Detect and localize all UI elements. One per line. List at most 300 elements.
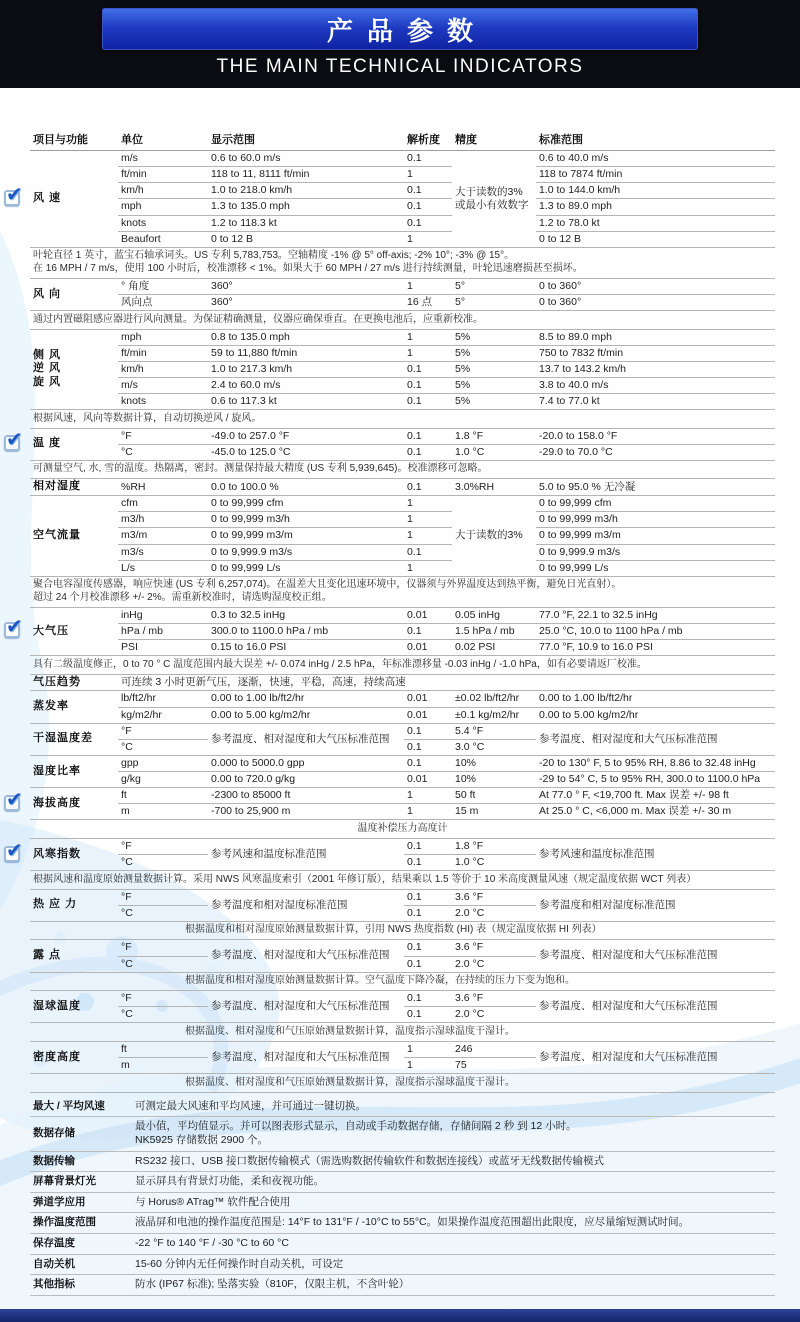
spec-cell: m3/m: [118, 528, 208, 544]
spec-cell: 3.0%RH: [452, 479, 536, 496]
spec-cell: 0.1: [404, 889, 452, 905]
spec-cell: °F: [118, 428, 208, 444]
spec-cell: ±0.02 lb/ft2/hr: [452, 691, 536, 707]
spec-cell: 0 to 9,999.9 m3/s: [536, 544, 775, 560]
spec-cell: 10%: [452, 772, 536, 788]
table-header-row: [30, 128, 775, 151]
row-label: 热 应 力: [30, 889, 118, 921]
spec-row: [30, 215, 775, 231]
spec-cell: 3.8 to 40.0 m/s: [536, 377, 775, 393]
feature-row: [30, 1117, 775, 1151]
spec-cell: 3.6 °F: [452, 889, 536, 905]
spec-cell: m: [118, 1058, 208, 1074]
feature-row: [30, 1254, 775, 1275]
spec-cell: °C: [118, 444, 208, 460]
note-text: 聚合电容湿度传感器，响应快速 (US 专利 6,257,074)。在温差大且变化迅速环境中，仪器须与外界温度达到热平衡，避免日光直射）。 超过 24 个月校准漂移 +/- 2%。需重新校准时，请选购湿度校正组。: [30, 576, 775, 607]
spec-row: [30, 479, 775, 496]
spec-cell: 可连续 3 小时更新气压，逐渐，快速，平稳，高速，持续高速: [118, 674, 775, 691]
spec-cell: 0.6 to 60.0 m/s: [208, 151, 404, 167]
spec-cell: 0.00 to 720.0 g/kg: [208, 772, 404, 788]
feature-label: 最大 / 平均风速: [30, 1097, 132, 1117]
spec-cell: 0.6 to 40.0 m/s: [536, 151, 775, 167]
spec-row: [30, 788, 775, 804]
check-icon: [4, 435, 20, 451]
feature-label: 操作温度范围: [30, 1213, 132, 1234]
spec-cell: 50 ft: [452, 788, 536, 804]
spec-cell: 2.0 °C: [452, 956, 536, 972]
spec-cell: Beaufort: [118, 231, 208, 247]
spec-cell: 75: [452, 1058, 536, 1074]
spec-row: [30, 804, 775, 820]
row-label: 风 向: [30, 278, 118, 310]
spec-row: [30, 640, 775, 656]
spec-cell: 0.1: [404, 991, 452, 1007]
spec-cell: 1.0 °C: [452, 444, 536, 460]
note-text: 根据温度、相对湿度和气压原始测量数据计算，湿度指示湿球温度干湿计。: [30, 1074, 775, 1093]
feature-value: 可测定最大风速和平均风速，并可通过一键切换。: [132, 1097, 775, 1117]
title-banner: [102, 8, 698, 50]
spec-row: [30, 528, 775, 544]
spec-cell: 1.2 to 118.3 kt: [208, 215, 404, 231]
row-label: 露 点: [30, 940, 118, 972]
spec-cell: mph: [118, 199, 208, 215]
spec-cell: 0.1: [404, 377, 452, 393]
feature-value: 显示屏具有背景灯功能，柔和夜视功能。: [132, 1172, 775, 1193]
spec-row: [30, 512, 775, 528]
feature-label: 弹道学应用: [30, 1192, 132, 1213]
column-header-unit: 单位: [118, 128, 208, 151]
feature-table: [30, 1097, 775, 1296]
spec-cell: 0.1: [404, 428, 452, 444]
spec-row: [30, 444, 775, 460]
feature-value: 液晶屏和电池的操作温度范围是: 14°F to 131°F / -10°C to 55°C。如果操作温度范围超出此限度，应尽量缩短测试时间。: [132, 1213, 775, 1234]
spec-cell: 1.8 °F: [452, 428, 536, 444]
spec-cell: PSI: [118, 640, 208, 656]
spec-cell: 0.1: [404, 1007, 452, 1023]
spec-row: [30, 772, 775, 788]
spec-cell: 5.4 °F: [452, 723, 536, 739]
spec-cell: °F: [118, 838, 208, 854]
spec-cell: inHg: [118, 607, 208, 623]
spec-cell: 0.1: [404, 623, 452, 639]
spec-cell: 参考温度、相对湿度和大气压标准范围: [536, 723, 775, 755]
spec-cell: 1.0 to 217.3 km/h: [208, 361, 404, 377]
spec-cell: 1.0 °C: [452, 855, 536, 871]
spec-cell: °F: [118, 940, 208, 956]
note-text: 温度补偿压力高度计: [30, 820, 775, 839]
spec-cell: -700 to 25,900 m: [208, 804, 404, 820]
note-row: [30, 576, 775, 607]
check-icon: [4, 795, 20, 811]
spec-row: [30, 755, 775, 771]
spec-cell: 0.05 inHg: [452, 607, 536, 623]
spec-cell: m/s: [118, 377, 208, 393]
spec-cell: °C: [118, 1007, 208, 1023]
spec-cell: 0 to 9,999.9 m3/s: [208, 544, 404, 560]
note-text: 可测量空气, 水, 雪的温度。热隔离，密封。测量保持最大精度 (US 专利 5,939,645)。校准漂移可忽略。: [30, 460, 775, 479]
row-label: 蒸发率: [30, 691, 118, 723]
spec-cell: knots: [118, 215, 208, 231]
spec-cell: 5°: [452, 294, 536, 310]
feature-label: 屏幕背景灯光: [30, 1172, 132, 1193]
spec-cell: 0.0 to 100.0 %: [208, 479, 404, 496]
spec-cell: 1.2 to 78.0 kt: [536, 215, 775, 231]
spec-cell: 参考温度、相对湿度和大气压标准范围: [536, 940, 775, 972]
spec-cell: 1.3 to 135.0 mph: [208, 199, 404, 215]
note-text: 通过内置磁阻感应器进行风向测量。为保证精确测量，仪器应确保垂直。在更换电池后，应重新校准。: [30, 311, 775, 330]
spec-cell: °C: [118, 855, 208, 871]
page-subtitle: THE MAIN TECHNICAL INDICATORS: [216, 56, 584, 77]
spec-row: [30, 278, 775, 294]
spec-cell: 25.0 °C, 10.0 to 1100 hPa / mb: [536, 623, 775, 639]
row-label: ✔ 海拔高度: [30, 788, 118, 820]
note-text: 具有二级温度修正，0 to 70 ° C 温度范围内最大误差 +/- 0.074 inHg / 2.5 hPa，年标准漂移量 -0.03 inHg / -1.0 hPa，如有必要请返厂校准。: [30, 656, 775, 675]
spec-cell: -20.0 to 158.0 °F: [536, 428, 775, 444]
spec-cell: cfm: [118, 496, 208, 512]
feature-label: 其他指标: [30, 1275, 132, 1296]
feature-label: 自动关机: [30, 1254, 132, 1275]
spec-cell: 0.1: [404, 544, 452, 560]
spec-cell: 1.8 °F: [452, 838, 536, 854]
note-row: [30, 921, 775, 940]
spec-cell: 0.1: [404, 444, 452, 460]
spec-cell: °F: [118, 723, 208, 739]
spec-cell: m: [118, 804, 208, 820]
spec-cell: 2.0 °C: [452, 905, 536, 921]
row-label: ✔ 大气压: [30, 607, 118, 655]
spec-row: [30, 707, 775, 723]
spec-cell: -2300 to 85000 ft: [208, 788, 404, 804]
spec-cell: 0.1: [404, 479, 452, 496]
spec-cell: 1: [404, 167, 452, 183]
spec-cell: ft/min: [118, 345, 208, 361]
spec-cell: 360°: [208, 294, 404, 310]
note-row: [30, 460, 775, 479]
spec-cell: 0 to 99,999 L/s: [536, 560, 775, 576]
spec-cell: 0.1: [404, 361, 452, 377]
spec-cell: 360°: [208, 278, 404, 294]
note-row: [30, 1074, 775, 1093]
feature-value: 最小值，平均值显示。并可以图表形式显示，自动或手动数据存储，存储间隔 2 秒 到 12 小时。 NK5925 存储数据 2900 个。: [132, 1117, 775, 1151]
note-text: 根据温度和相对湿度原始测量数据计算，引用 NWS 热度指数 (HI) 表（规定温度依据 HI 列表）: [30, 921, 775, 940]
spec-cell: 参考温度、相对湿度和大气压标准范围: [536, 1041, 775, 1073]
spec-cell: 0.1: [404, 956, 452, 972]
spec-cell: 0.000 to 5000.0 gpp: [208, 755, 404, 771]
note-row: [30, 247, 775, 278]
spec-row: [30, 294, 775, 310]
spec-cell: At 77.0 ° F, <19,700 ft. Max 误差 +/- 98 ft: [536, 788, 775, 804]
spec-row: [30, 361, 775, 377]
spec-row: [30, 838, 775, 854]
column-header-display-range: 显示范围: [208, 128, 404, 151]
page-header: [0, 0, 800, 88]
spec-cell: 16 点: [404, 294, 452, 310]
spec-cell: -20 to 130° F, 5 to 95% RH, 8.86 to 32.48 inHg: [536, 755, 775, 771]
spec-cell: °F: [118, 991, 208, 1007]
spec-row: [30, 345, 775, 361]
spec-cell: m3/s: [118, 544, 208, 560]
note-row: [30, 410, 775, 429]
spec-cell: 0.01: [404, 607, 452, 623]
spec-cell: °F: [118, 889, 208, 905]
spec-cell: 0 to 99,999 cfm: [208, 496, 404, 512]
spec-row: [30, 889, 775, 905]
footer-bar: [0, 1309, 800, 1322]
feature-value: -22 °F to 140 °F / -30 °C to 60 °C: [132, 1234, 775, 1255]
feature-value: 15-60 分钟内无任何操作时自动关机，可设定: [132, 1254, 775, 1275]
spec-cell: 5%: [452, 377, 536, 393]
spec-cell: 77.0 °F, 22.1 to 32.5 inHg: [536, 607, 775, 623]
spec-cell: 246: [452, 1041, 536, 1057]
note-row: [30, 820, 775, 839]
spec-cell: 1.0 to 144.0 km/h: [536, 183, 775, 199]
spec-cell: 118 to 7874 ft/min: [536, 167, 775, 183]
spec-cell: g/kg: [118, 772, 208, 788]
spec-cell: ° 角度: [118, 278, 208, 294]
spec-cell: 1.5 hPa / mb: [452, 623, 536, 639]
note-text: 根据温度和相对湿度原始测量数据计算。空气温度下降冷凝，在持续的压力下变为饱和。: [30, 972, 775, 991]
spec-row: [30, 560, 775, 576]
spec-cell: 0.01: [404, 640, 452, 656]
spec-cell: 118 to 11, 8111 ft/min: [208, 167, 404, 183]
spec-cell: kg/m2/hr: [118, 707, 208, 723]
row-label: 空气流量: [30, 496, 118, 577]
spec-cell: °C: [118, 905, 208, 921]
spec-cell: 0 to 99,999 m3/h: [536, 512, 775, 528]
spec-cell: 1: [404, 231, 452, 247]
spec-cell: 参考温度、相对湿度和大气压标准范围: [208, 991, 404, 1023]
feature-value: 与 Horus® ATrag™ 软件配合使用: [132, 1192, 775, 1213]
spec-row: [30, 674, 775, 691]
spec-cell: 参考风速和温度标准范围: [536, 838, 775, 870]
spec-cell: °C: [118, 739, 208, 755]
spec-row: [30, 1041, 775, 1057]
spec-row: [30, 231, 775, 247]
spec-cell: 0.1: [404, 151, 452, 167]
spec-cell: km/h: [118, 183, 208, 199]
spec-cell: 0 to 360°: [536, 278, 775, 294]
spec-cell: mph: [118, 329, 208, 345]
spec-cell: 参考温度和相对湿度标准范围: [536, 889, 775, 921]
feature-row: [30, 1151, 775, 1172]
spec-cell: 0.1: [404, 855, 452, 871]
spec-cell: 0.1: [404, 940, 452, 956]
spec-cell: 0.1: [404, 755, 452, 771]
spec-row: [30, 940, 775, 956]
row-label: ✔ 风 速: [30, 151, 118, 248]
spec-row: [30, 496, 775, 512]
spec-row: [30, 723, 775, 739]
spec-cell: 0.1: [404, 183, 452, 199]
spec-cell: km/h: [118, 361, 208, 377]
spec-cell: %RH: [118, 479, 208, 496]
spec-cell: 2.4 to 60.0 m/s: [208, 377, 404, 393]
spec-cell: 10%: [452, 755, 536, 771]
note-row: [30, 871, 775, 890]
spec-cell: -49.0 to 257.0 °F: [208, 428, 404, 444]
spec-cell: 5.0 to 95.0 % 无冷凝: [536, 479, 775, 496]
note-text: 根据风速和温度原始测量数据计算。采用 NWS 风寒温度索引（2001 年修订版），结果乘以 1.5 等价于 10 米高度测量风速（规定温度依据 WCT 列表）: [30, 871, 775, 890]
spec-cell: ft: [118, 788, 208, 804]
check-icon: [4, 846, 20, 862]
spec-cell: 0 to 99,999 m3/m: [536, 528, 775, 544]
spec-cell: 0.01: [404, 691, 452, 707]
spec-cell: 参考风速和温度标准范围: [208, 838, 404, 870]
spec-cell: 2.0 °C: [452, 1007, 536, 1023]
spec-cell: 0 to 99,999 cfm: [536, 496, 775, 512]
spec-cell: 3.6 °F: [452, 940, 536, 956]
spec-row: [30, 394, 775, 410]
spec-cell: 0.3 to 32.5 inHg: [208, 607, 404, 623]
spec-cell: 750 to 7832 ft/min: [536, 345, 775, 361]
spec-cell: 参考温度、相对湿度和大气压标准范围: [208, 940, 404, 972]
spec-cell: 5°: [452, 278, 536, 294]
spec-cell: 1.3 to 89.0 mph: [536, 199, 775, 215]
column-header-item: 项目与功能: [30, 128, 118, 151]
spec-cell: 0.00 to 5.00 kg/m2/hr: [208, 707, 404, 723]
column-header-standard-range: 标准范围: [536, 128, 775, 151]
spec-cell: ft/min: [118, 167, 208, 183]
spec-cell: 0.01: [404, 772, 452, 788]
row-label: 气压趋势: [30, 674, 118, 691]
feature-row: [30, 1097, 775, 1117]
note-text: 根据风速，风向等数据计算，自动切换逆风 / 旋风。: [30, 410, 775, 429]
spec-cell: 1.0 to 218.0 km/h: [208, 183, 404, 199]
spec-cell: m/s: [118, 151, 208, 167]
spec-row: [30, 199, 775, 215]
spec-cell: 0.1: [404, 723, 452, 739]
spec-cell: 5%: [452, 394, 536, 410]
spec-cell: 0.8 to 135.0 mph: [208, 329, 404, 345]
spec-cell: 0.6 to 117.3 kt: [208, 394, 404, 410]
feature-row: [30, 1275, 775, 1296]
spec-cell: 参考温度、相对湿度和大气压标准范围: [208, 723, 404, 755]
spec-cell: 13.7 to 143.2 km/h: [536, 361, 775, 377]
row-label: 湿球温度: [30, 991, 118, 1023]
spec-cell: 风向点: [118, 294, 208, 310]
spec-cell: 3.0 °C: [452, 739, 536, 755]
spec-cell: 参考温度、相对湿度和大气压标准范围: [536, 991, 775, 1023]
column-header-accuracy: 精度: [452, 128, 536, 151]
spec-cell: lb/ft2/hr: [118, 691, 208, 707]
spec-cell: 15 m: [452, 804, 536, 820]
spec-cell: 1: [404, 278, 452, 294]
spec-cell: 0.1: [404, 394, 452, 410]
spec-cell: -45.0 to 125.0 °C: [208, 444, 404, 460]
note-row: [30, 1023, 775, 1042]
spec-cell: hPa / mb: [118, 623, 208, 639]
feature-value: RS232 接口、USB 接口数据传输模式（需选购数据传输软件和数据连接线）或蓝牙无线数据传输模式: [132, 1151, 775, 1172]
spec-cell: 0.1: [404, 199, 452, 215]
spec-cell: 0.1: [404, 905, 452, 921]
spec-cell: 1: [404, 1041, 452, 1057]
row-label: ✔ 温 度: [30, 428, 118, 460]
spec-cell: 1: [404, 788, 452, 804]
feature-row: [30, 1234, 775, 1255]
spec-cell: 1: [404, 329, 452, 345]
spec-cell: 0 to 99,999 L/s: [208, 560, 404, 576]
spec-cell: 5%: [452, 345, 536, 361]
spec-cell: 0 to 360°: [536, 294, 775, 310]
column-header-resolution: 解析度: [404, 128, 452, 151]
spec-cell: 1: [404, 560, 452, 576]
spec-cell: 参考温度和相对湿度标准范围: [208, 889, 404, 921]
feature-value: 防水 (IP67 标准); 坠落实验（810F，仅限主机，不含叶轮）: [132, 1275, 775, 1296]
spec-row: [30, 428, 775, 444]
spec-row: [30, 607, 775, 623]
row-label: 相对湿度: [30, 479, 118, 496]
spec-cell: 1: [404, 345, 452, 361]
spec-row: [30, 377, 775, 393]
spec-cell: 0.02 PSI: [452, 640, 536, 656]
spec-cell: -29.0 to 70.0 °C: [536, 444, 775, 460]
spec-cell: knots: [118, 394, 208, 410]
spec-cell: ±0.1 kg/m2/hr: [452, 707, 536, 723]
note-row: [30, 656, 775, 675]
feature-row: [30, 1192, 775, 1213]
spec-cell: 0 to 12 B: [208, 231, 404, 247]
spec-cell: 0 to 12 B: [536, 231, 775, 247]
spec-cell: °C: [118, 956, 208, 972]
note-text: 根据温度、相对湿度和气压原始测量数据计算，温度指示湿球温度干湿计。: [30, 1023, 775, 1042]
spec-row: [30, 991, 775, 1007]
spec-cell: 5%: [452, 329, 536, 345]
spec-cell: 1: [404, 528, 452, 544]
spec-cell: m3/h: [118, 512, 208, 528]
spec-cell: 59 to 11,880 ft/min: [208, 345, 404, 361]
spec-cell: 7.4 to 77.0 kt: [536, 394, 775, 410]
spec-cell: 1: [404, 512, 452, 528]
spec-cell: L/s: [118, 560, 208, 576]
spec-cell: 0.1: [404, 838, 452, 854]
spec-cell: 0.1: [404, 215, 452, 231]
spec-cell: 0.00 to 5.00 kg/m2/hr: [536, 707, 775, 723]
spec-cell: 0.00 to 1.00 lb/ft2/hr: [208, 691, 404, 707]
spec-cell: -29 to 54° C, 5 to 95% RH, 300.0 to 1100.0 hPa: [536, 772, 775, 788]
spec-cell: 参考温度、相对湿度和大气压标准范围: [208, 1041, 404, 1073]
spec-row: [30, 623, 775, 639]
spec-cell: gpp: [118, 755, 208, 771]
spec-row: [30, 329, 775, 345]
row-label: 湿度比率: [30, 755, 118, 787]
feature-label: 保存温度: [30, 1234, 132, 1255]
spec-cell: 1: [404, 804, 452, 820]
spec-cell: 大于读数的3% 或最小有效数字: [452, 151, 536, 248]
spec-cell: 1: [404, 496, 452, 512]
feature-row: [30, 1213, 775, 1234]
row-label: 密度高度: [30, 1041, 118, 1073]
spec-table: [30, 128, 775, 1093]
spec-cell: 8.5 to 89.0 mph: [536, 329, 775, 345]
spec-cell: 大于读数的3%: [452, 496, 536, 577]
spec-cell: 3.6 °F: [452, 991, 536, 1007]
spec-cell: 0 to 99,999 m3/h: [208, 512, 404, 528]
spec-cell: 77.0 °F, 10.9 to 16.0 PSI: [536, 640, 775, 656]
bottom-table-body: [30, 1097, 775, 1296]
spec-cell: At 25.0 ° C, <6,000 m. Max 误差 +/- 30 m: [536, 804, 775, 820]
spec-cell: ft: [118, 1041, 208, 1057]
spec-row: [30, 691, 775, 707]
feature-label: 数据存储: [30, 1117, 132, 1151]
spec-cell: 0.15 to 16.0 PSI: [208, 640, 404, 656]
spec-row: [30, 183, 775, 199]
spec-cell: 300.0 to 1100.0 hPa / mb: [208, 623, 404, 639]
row-label: 干湿温度差: [30, 723, 118, 755]
check-icon: [4, 190, 20, 206]
spec-table-body: [30, 151, 775, 1093]
page-title: 产品参数: [326, 15, 487, 46]
spec-row: [30, 151, 775, 167]
